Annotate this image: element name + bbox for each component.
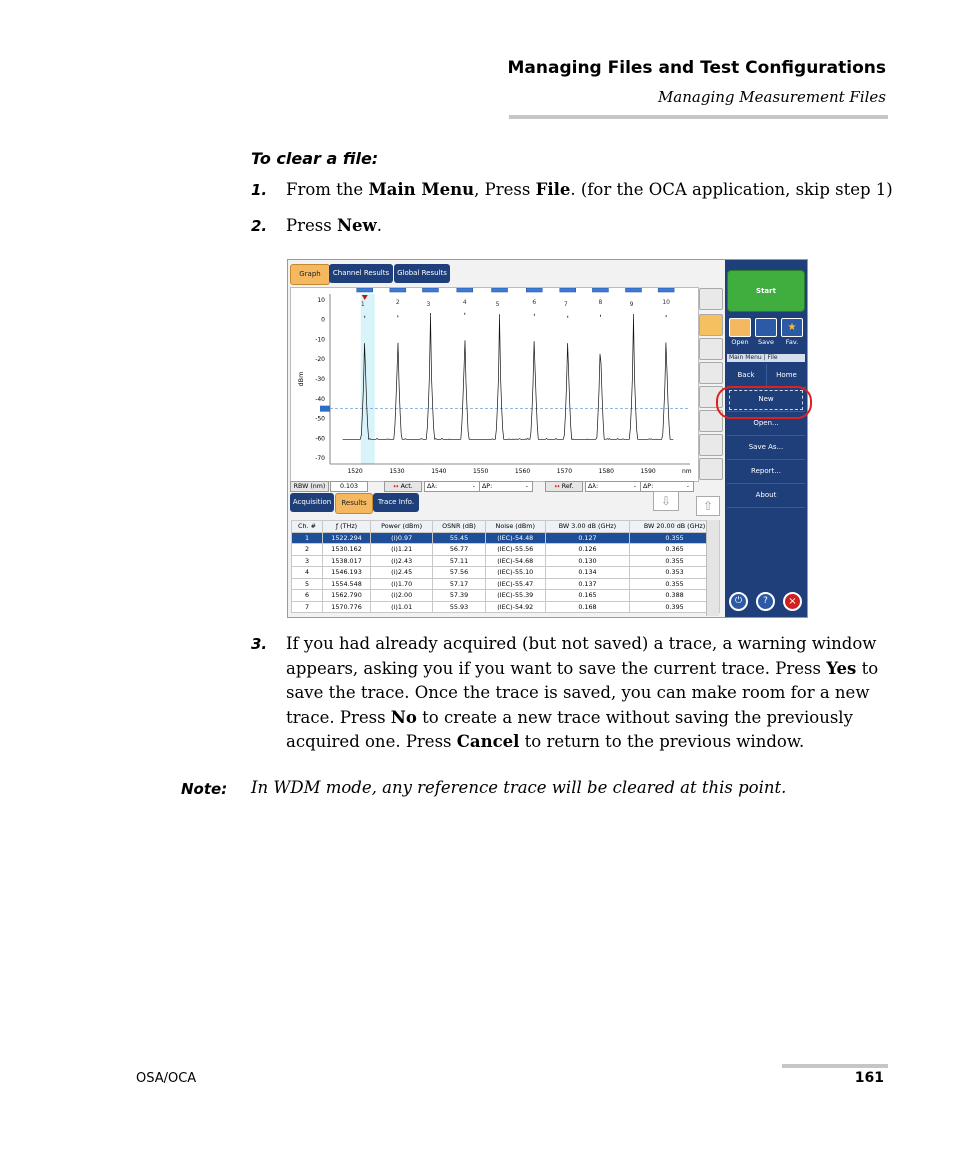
- rbw-value: 0.103: [330, 481, 368, 492]
- channel-label: 7: [563, 301, 568, 308]
- channel-top-marker: [492, 288, 508, 292]
- table-cell: 0.134: [545, 567, 629, 579]
- table-cell: 57.39: [433, 590, 485, 602]
- table-cell: 0.127: [545, 532, 629, 544]
- channel-label: 1: [360, 301, 365, 308]
- table-cell: 2: [292, 544, 323, 556]
- channel-label: 4: [462, 299, 467, 306]
- save-disk-icon[interactable]: [755, 318, 777, 337]
- channel-label: 2: [395, 299, 400, 306]
- table-cell: 0.130: [545, 555, 629, 567]
- table-cell: 6: [292, 590, 323, 602]
- results-table: [291, 520, 720, 613]
- table-cell: (i)0.97: [371, 532, 433, 544]
- tab-results[interactable]: Results: [335, 493, 373, 514]
- table-cell: 0.355: [630, 555, 720, 567]
- save-quick-label: Save: [758, 338, 774, 346]
- table-header[interactable]: OSNR (dB): [433, 521, 485, 533]
- tab-channel-results[interactable]: Channel Results: [329, 264, 393, 283]
- x-tick-label: 1570: [556, 468, 573, 475]
- table-cell: 1: [292, 532, 323, 544]
- tab-graph[interactable]: Graph: [290, 264, 330, 285]
- table-header[interactable]: BW 3.00 dB (GHz): [545, 521, 629, 533]
- reference-marker-toggle[interactable]: ↔ Ref.: [545, 481, 583, 492]
- collapse-down-icon[interactable]: ⇩: [653, 491, 679, 511]
- x-tick-label: 1530: [389, 468, 405, 475]
- channel-label: 9: [629, 301, 634, 308]
- x-tick-label: 1550: [473, 468, 489, 475]
- x-tick-label: 1560: [514, 468, 531, 475]
- table-cell: 0.365: [630, 544, 720, 556]
- y-tick-label: 10: [317, 296, 325, 304]
- spectrum-trace: [343, 315, 674, 439]
- x-tick-label: 1520: [347, 468, 363, 475]
- y-tick-label: -30: [315, 376, 325, 383]
- about-button[interactable]: About: [727, 484, 805, 508]
- table-cell: 57.17: [433, 578, 485, 590]
- y-axis-label: dBm: [297, 371, 305, 387]
- measure-bar: [290, 481, 695, 490]
- favorite-star-icon[interactable]: ★: [781, 318, 803, 337]
- breadcrumb: Main Menu | File: [727, 354, 805, 362]
- x-tick-label: 1590: [640, 468, 656, 475]
- x-tick-label: 1580: [598, 468, 614, 475]
- table-header[interactable]: Power (dBm): [371, 521, 433, 533]
- tab-trace-info[interactable]: Trace Info.: [373, 493, 419, 512]
- close-icon[interactable]: ×: [783, 592, 802, 611]
- note-text: In WDM mode, any reference trace will be cleared at this point.: [251, 778, 787, 797]
- table-cell: (i)1.70: [371, 578, 433, 590]
- step-text: Press New.: [286, 216, 382, 235]
- channel-label: 10: [662, 299, 670, 306]
- table-row[interactable]: [292, 578, 720, 590]
- y-tick-label: -70: [315, 455, 325, 463]
- table-cell: 1530.162: [323, 544, 371, 556]
- power-icon[interactable]: ⏻: [729, 592, 748, 611]
- table-cell: 55.93: [433, 601, 485, 613]
- channel-label: 6: [532, 299, 537, 306]
- step-number: 3.: [251, 635, 268, 653]
- step-number: 1.: [251, 181, 268, 199]
- highlight-circle: [716, 386, 812, 419]
- table-header[interactable]: ƒ (THz): [323, 521, 371, 533]
- control-panel: [725, 260, 807, 617]
- table-row[interactable]: [292, 590, 720, 602]
- hand-pan-icon[interactable]: [699, 338, 723, 360]
- back-button[interactable]: Back: [727, 364, 765, 388]
- report-button[interactable]: Report...: [727, 460, 805, 484]
- table-cell: (i)2.45: [371, 567, 433, 579]
- step-number: 2.: [251, 217, 268, 235]
- table-cell: 0.355: [630, 532, 720, 544]
- table-cell: (i)2.00: [371, 590, 433, 602]
- channel-top-marker: [357, 288, 373, 292]
- auto-scale-icon[interactable]: [699, 288, 723, 310]
- table-cell: 0.353: [630, 567, 720, 579]
- channel-label: 3: [426, 301, 431, 308]
- channel-top-marker: [422, 288, 438, 292]
- fav-quick-label: Fav.: [785, 338, 799, 346]
- table-row[interactable]: [292, 567, 720, 579]
- table-cell: 0.165: [545, 590, 629, 602]
- table-cell: 3: [292, 555, 323, 567]
- table-cell: 57.11: [433, 555, 485, 567]
- open-quick-label: Open: [731, 338, 749, 346]
- channel-label: 5: [495, 301, 500, 308]
- y-tick-label: -60: [315, 435, 325, 443]
- home-button[interactable]: Home: [766, 364, 806, 388]
- table-cell: (i)1.01: [371, 601, 433, 613]
- delta-lambda-reference: Δλ: -: [585, 481, 641, 492]
- zoom-area-icon[interactable]: [699, 362, 723, 384]
- y-tick-label: -10: [315, 336, 325, 344]
- tab-global-results[interactable]: Global Results: [394, 264, 450, 283]
- header-rule: [509, 115, 888, 119]
- table-cell: (i)1.21: [371, 544, 433, 556]
- table-cell: 0.355: [630, 578, 720, 590]
- y-tick-label: 0: [321, 316, 325, 324]
- channel-top-marker: [390, 288, 406, 292]
- expand-up-icon[interactable]: ⇧: [696, 496, 720, 516]
- step-text: From the Main Menu, Press File. (for the OCA application, skip step 1): [286, 180, 893, 199]
- selected-channel-band: [361, 294, 375, 464]
- y-tick-label: -50: [315, 415, 325, 423]
- table-header[interactable]: Noise (dBm): [485, 521, 545, 533]
- table-cell: (IEC)-54.92: [485, 601, 545, 613]
- channel-top-marker: [625, 288, 641, 292]
- table-cell: 5: [292, 578, 323, 590]
- table-row[interactable]: [292, 555, 720, 567]
- zoom-out-icon[interactable]: [699, 434, 723, 456]
- table-cell: 1570.776: [323, 601, 371, 613]
- note-label: Note:: [181, 780, 228, 798]
- delta-lambda-active: Δλ: -: [424, 481, 480, 492]
- graph-panel[interactable]: [290, 287, 699, 482]
- help-icon[interactable]: ?: [756, 592, 775, 611]
- channel-top-marker: [457, 288, 473, 292]
- delta-power-active: ΔP: -: [479, 481, 533, 492]
- table-cell: 0.126: [545, 544, 629, 556]
- table-cell: 57.56: [433, 567, 485, 579]
- table-row[interactable]: [292, 532, 720, 544]
- x-axis-label: nm: [682, 468, 692, 475]
- save-as-button[interactable]: Save As...: [727, 436, 805, 460]
- channel-top-marker: [526, 288, 542, 292]
- table-cell: 4: [292, 567, 323, 579]
- pointer-icon[interactable]: [699, 314, 723, 336]
- table-cell: 0.395: [630, 601, 720, 613]
- table-cell: 56.77: [433, 544, 485, 556]
- open-button[interactable]: Open...: [727, 412, 805, 436]
- new-button[interactable]: New: [727, 388, 805, 412]
- rbw-label: RBW (nm): [290, 481, 329, 492]
- table-cell: (IEC)-55.47: [485, 578, 545, 590]
- table-row[interactable]: [292, 544, 720, 556]
- running-header-title: Managing Files and Test Configurations: [507, 58, 886, 78]
- active-marker-toggle[interactable]: ↔ Act.: [384, 481, 422, 492]
- table-row[interactable]: [292, 601, 720, 613]
- table-scrollbar[interactable]: [706, 520, 719, 616]
- table-cell: 0.168: [545, 601, 629, 613]
- step-text: If you had already acquired (but not saved) a trace, a warning window appears, asking you if you want to save the current trace. Press Yes to save the trace. Once the trace is saved, you can make room for a new trace. Press No to create a new trace without saving the previously acquired one. Press Cancel to return to the previous window.: [286, 634, 879, 751]
- table-cell: 7: [292, 601, 323, 613]
- delta-power-reference: ΔP: -: [640, 481, 694, 492]
- table-cell: (i)2.43: [371, 555, 433, 567]
- tab-acquisition[interactable]: Acquisition: [290, 493, 334, 512]
- table-cell: 0.137: [545, 578, 629, 590]
- page-number: 161: [854, 1070, 884, 1086]
- table-cell: 1538.017: [323, 555, 371, 567]
- table-cell: 55.45: [433, 532, 485, 544]
- x-tick-label: 1540: [431, 468, 447, 475]
- procedure-title: To clear a file:: [251, 149, 379, 168]
- table-cell: 1546.193: [323, 567, 371, 579]
- channel-label: 8: [598, 299, 603, 306]
- table-cell: (IEC)-54.68: [485, 555, 545, 567]
- table-cell: 1522.294: [323, 532, 371, 544]
- footer-product: OSA/OCA: [136, 1071, 197, 1086]
- full-scale-icon[interactable]: [699, 458, 723, 480]
- y-tick-label: -20: [315, 356, 325, 364]
- y-tick-label: -40: [315, 395, 325, 403]
- folder-open-icon[interactable]: [729, 318, 751, 337]
- channel-top-marker: [560, 288, 576, 292]
- spectrum-chart: [291, 288, 698, 481]
- channel-top-marker: [658, 288, 674, 292]
- table-cell: (IEC)-55.56: [485, 544, 545, 556]
- table-header[interactable]: Ch. #: [292, 521, 323, 533]
- table-cell: (IEC)-55.10: [485, 567, 545, 579]
- start-button[interactable]: Start: [727, 270, 805, 312]
- table-cell: 1554.548: [323, 578, 371, 590]
- footer-rule: [782, 1064, 888, 1068]
- threshold-marker: [320, 406, 330, 412]
- table-cell: 0.388: [630, 590, 720, 602]
- application-screenshot: [287, 259, 808, 618]
- table-cell: (IEC)-55.39: [485, 590, 545, 602]
- running-header-subtitle: Managing Measurement Files: [657, 88, 886, 106]
- channel-top-marker: [592, 288, 608, 292]
- table-cell: (IEC)-54.48: [485, 532, 545, 544]
- table-cell: 1562.790: [323, 590, 371, 602]
- table-header[interactable]: BW 20.00 dB (GHz): [630, 521, 720, 533]
